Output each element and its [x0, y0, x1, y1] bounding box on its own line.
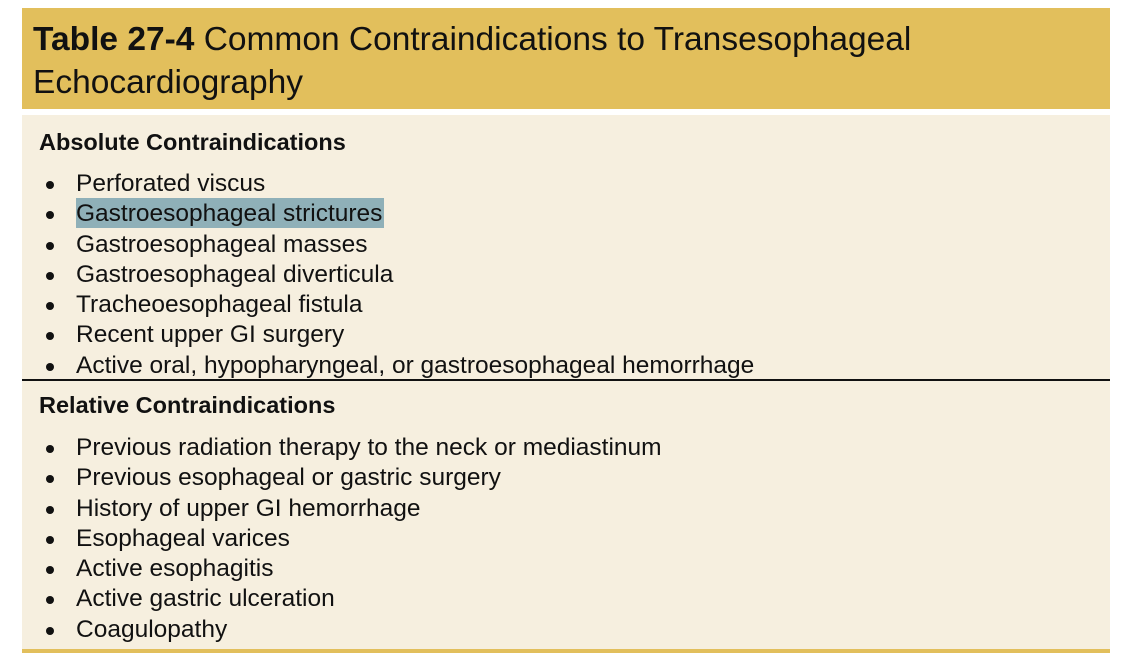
bullet-icon [46, 445, 54, 453]
list-item: Previous radiation therapy to the neck or mediastinum [39, 433, 1110, 463]
bullet-icon [46, 566, 54, 574]
list-item: Esophageal varices [39, 524, 1110, 554]
list-item: Active esophagitis [39, 554, 1110, 584]
list-item: Gastroesophageal diverticula [39, 260, 1110, 290]
relative-list [39, 433, 1110, 645]
list-item: Active gastric ulceration [39, 584, 1110, 614]
highlighted-text[interactable]: Gastroesophageal strictures [76, 200, 383, 228]
bullet-icon [46, 363, 54, 371]
bullet-icon [46, 536, 54, 544]
list-item: Active oral, hypopharyngeal, or gastroesophageal hemorrhage [39, 351, 1110, 381]
bullet-icon [46, 242, 54, 250]
list-item: Recent upper GI surgery [39, 320, 1110, 350]
table-title-bar [22, 8, 1110, 109]
list-item: Gastroesophageal masses [39, 230, 1110, 260]
relative-section [22, 381, 1110, 645]
absolute-section [22, 115, 1110, 381]
list-item [39, 199, 1110, 229]
bullet-icon [46, 596, 54, 604]
bullet-icon [46, 302, 54, 310]
bullet-icon [46, 506, 54, 514]
bullet-icon [46, 627, 54, 635]
list-item: Tracheoesophageal fistula [39, 290, 1110, 320]
relative-heading: Relative Contraindications [39, 392, 336, 418]
list-item: Perforated viscus [39, 169, 1110, 199]
bullet-icon [46, 332, 54, 340]
table-title: Common Contraindications to Transesophageal Echocardiography [33, 21, 912, 101]
absolute-heading: Absolute Contraindications [39, 129, 346, 155]
bullet-icon [46, 475, 54, 483]
list-item: Previous esophageal or gastric surgery [39, 463, 1110, 493]
list-item: Coagulopathy [39, 615, 1110, 645]
bullet-icon [46, 211, 54, 219]
bullet-icon [46, 181, 54, 189]
absolute-list [39, 169, 1110, 381]
table-number: Table 27-4 [33, 21, 195, 58]
contraindications-table [22, 8, 1110, 653]
list-item: History of upper GI hemorrhage [39, 494, 1110, 524]
bullet-icon [46, 272, 54, 280]
